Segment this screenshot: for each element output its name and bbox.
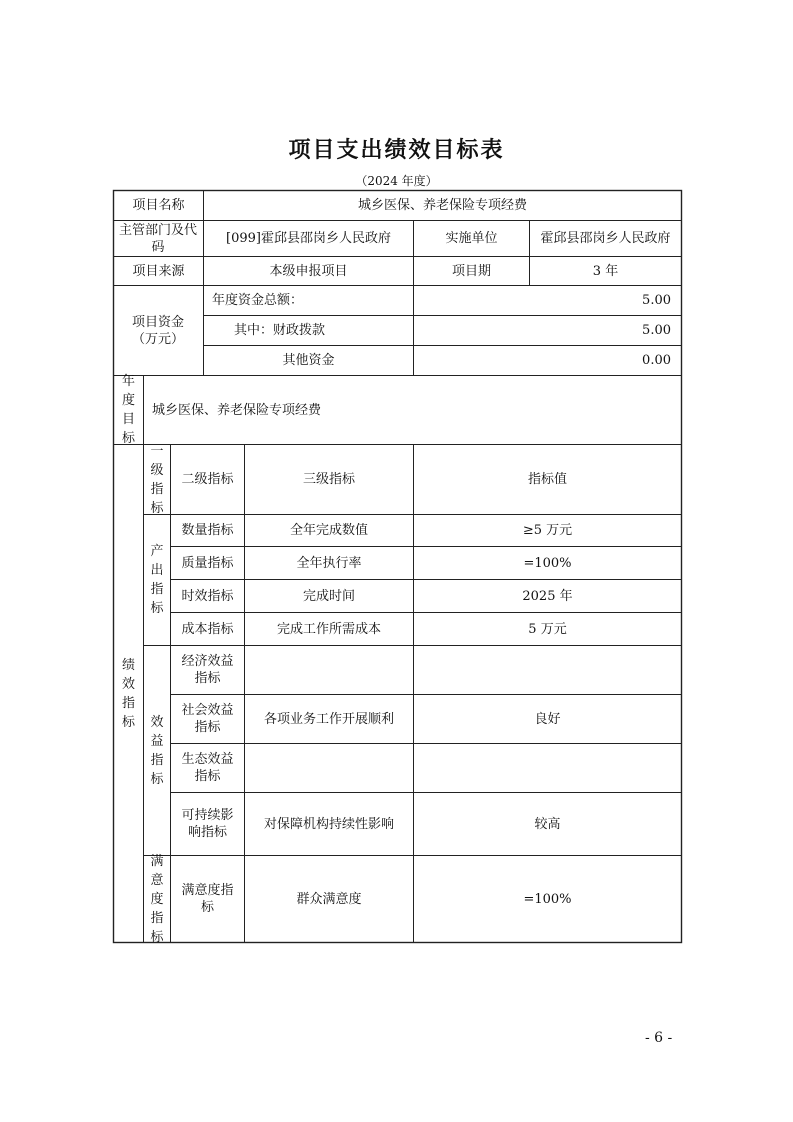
- table-row-level2: 社会效益指标: [181, 703, 234, 735]
- table-row-level3: 完成工作所需成本: [276, 621, 381, 637]
- table-row-level3: 全年完成数值: [289, 523, 368, 538]
- table-row-value: [414, 646, 681, 694]
- page-number: - 6 -: [645, 1030, 673, 1046]
- annual-goal-value: 城乡医保、养老保险专项经费: [152, 402, 322, 418]
- table-row-level3: [245, 744, 413, 792]
- table-row-value: [414, 744, 681, 792]
- table-row-level2: 成本指标: [181, 621, 234, 637]
- period-value: 3 年: [592, 263, 619, 279]
- table-row-value: =100%: [523, 555, 572, 571]
- header-level2: 二级指标: [181, 472, 234, 487]
- page-title: 项目支出绩效目标表: [288, 137, 505, 163]
- table-row-value: =100%: [523, 891, 572, 907]
- table-row-level2: 时效指标: [181, 588, 234, 604]
- funds-other-label: 其他资金: [282, 353, 335, 368]
- table-row-value: 良好: [534, 711, 561, 727]
- header-level1: 一级指标: [150, 443, 164, 516]
- table-row-value: 5 万元: [528, 621, 567, 637]
- funds-total-value: 5.00: [642, 293, 671, 308]
- funds-label: 项目资金（万元）: [131, 314, 184, 347]
- project-name-value: 城乡医保、养老保险专项经费: [357, 198, 527, 213]
- funds-other-value: 0.00: [642, 353, 671, 368]
- funds-total-label: 年度资金总额：: [212, 293, 304, 308]
- source-value: 本级申报项目: [269, 263, 348, 279]
- table-row-level2: 满意度指标: [181, 883, 234, 915]
- period-label: 项目期: [451, 263, 491, 279]
- table-row-level2: 生态效益指标: [181, 752, 234, 784]
- benefit-label: 效益指标: [150, 714, 164, 787]
- table-row-level2: 数量指标: [181, 523, 234, 538]
- indicators-group-label: 绩效指标: [122, 657, 136, 730]
- table-row-level3: 各项业务工作开展顺利: [263, 711, 394, 727]
- table-row-level3: 完成时间: [302, 588, 355, 604]
- table-row-level2: 经济效益指标: [181, 654, 234, 686]
- year-note: （2024 年度）: [355, 174, 438, 188]
- table-row-level3: 群众满意度: [296, 891, 362, 907]
- table-row-level3: 对保障机构持续性影响: [263, 816, 394, 832]
- funds-fiscal-label: 其中：财政拨款: [234, 323, 326, 338]
- table-row-value: 2025 年: [522, 588, 573, 604]
- table-row-level2: 质量指标: [181, 555, 234, 571]
- satisfaction-label: 满意度指标: [150, 853, 164, 945]
- source-label: 项目来源: [132, 263, 185, 279]
- dept-value: [099]霍邱县邵岗乡人民政府: [226, 231, 391, 246]
- table-row-value: 较高: [534, 816, 561, 832]
- table-row-level2: 可持续影响指标: [181, 808, 234, 840]
- header-value: 指标值: [527, 472, 567, 487]
- impl-value: 霍邱县邵岗乡人民政府: [540, 231, 671, 246]
- output-label: 产出指标: [150, 544, 164, 616]
- impl-label: 实施单位: [445, 231, 498, 246]
- header-level3: 三级指标: [302, 472, 355, 487]
- table-row-level3: 全年执行率: [296, 555, 362, 571]
- table-row-value: ≥5 万元: [522, 523, 573, 538]
- table-row-level3: [245, 646, 413, 694]
- annual-goal-label: 年度目标: [122, 374, 136, 446]
- dept-label: 主管部门及代码: [118, 222, 197, 255]
- project-name-label: 项目名称: [132, 198, 185, 213]
- funds-fiscal-value: 5.00: [642, 323, 671, 338]
